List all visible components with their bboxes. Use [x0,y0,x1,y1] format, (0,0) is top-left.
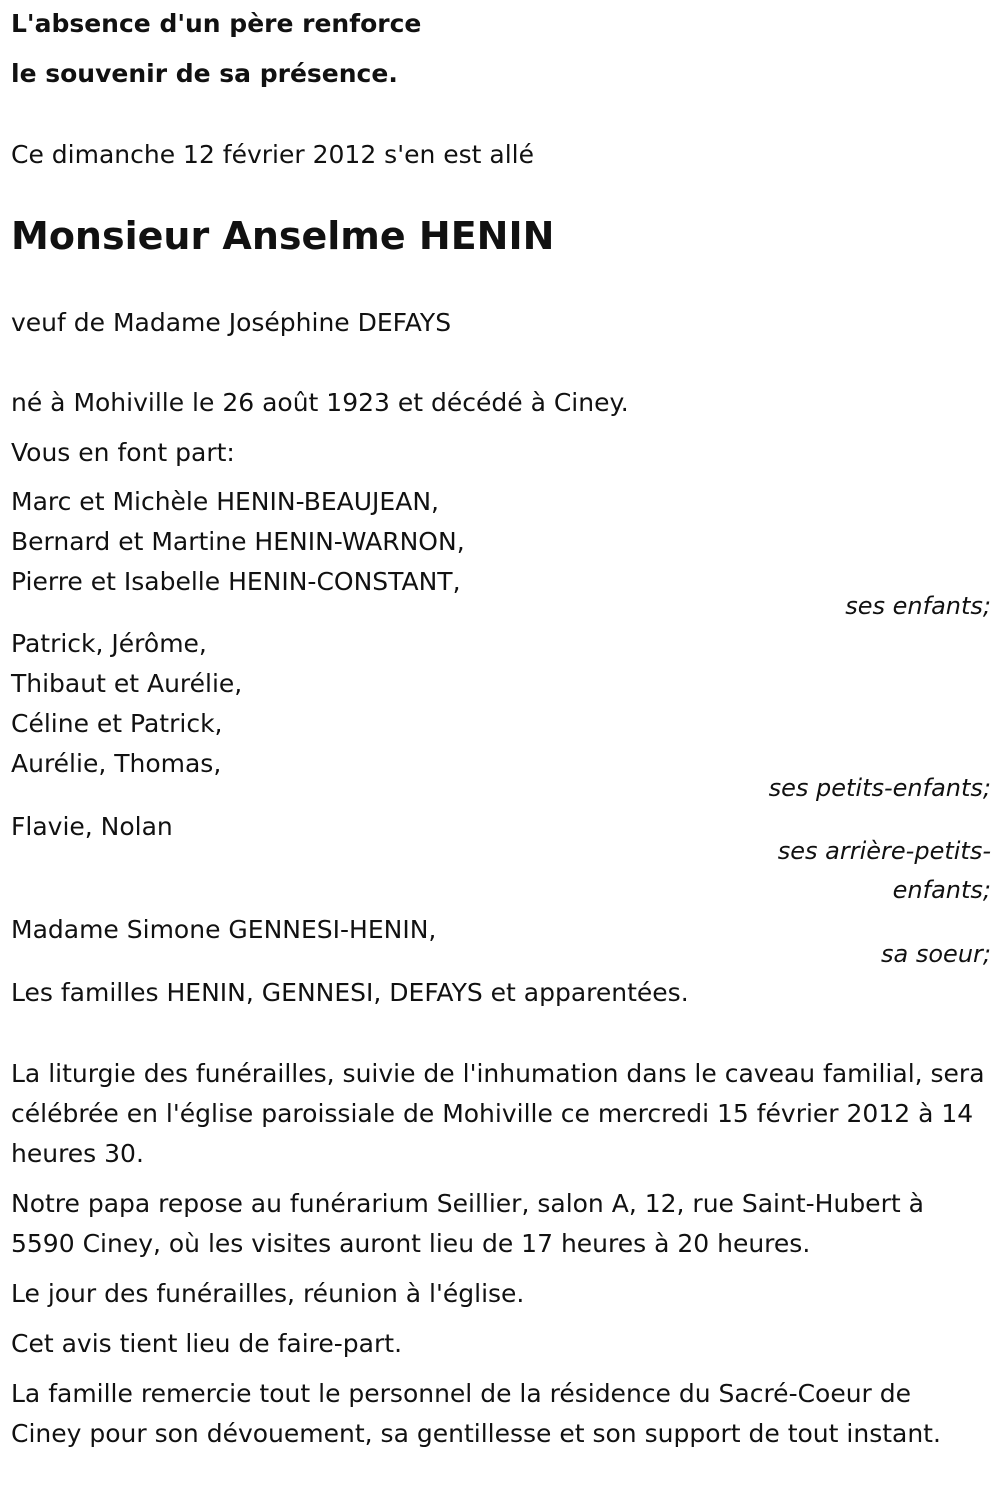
grandchild-entry: Aurélie, Thomas, [11,749,222,778]
sister-role: sa soeur; [881,940,991,968]
epigraph-line-2: le souvenir de sa présence. [11,59,398,88]
children-role: ses enfants; [845,592,991,620]
great-grandchild-entry: Flavie, Nolan [11,812,173,841]
thanks-paragraph: La famille remercie tout le personnel de la résidence du Sacré-Coeur de Ciney pour son dévouement, sa gentillesse et son support de tout instant. [11,1379,941,1448]
deceased-name: Monsieur Anselme HENIN [11,214,555,258]
repose-paragraph: Notre papa repose au funérarium Seillier, salon A, 12, rue Saint-Hubert à 5590 Ciney, où les visites auront lieu de 17 heures à 20 heures. [11,1189,924,1258]
epigraph-line-1: L'absence d'un père renforce [11,9,422,38]
grandchildren-role: ses petits-enfants; [768,774,991,802]
great-grandchildren-role-line-1: ses arrière-petits- [777,837,991,865]
spouse-text: veuf de Madame Joséphine DEFAYS [11,308,452,337]
liturgy-paragraph: La liturgie des funérailles, suivie de l'inhumation dans le caveau familial, sera célébrée en l'église paroissiale de Mohiville ce mercredi 15 février 2012 à 14 heures 30. [11,1059,985,1168]
grandchild-entry: Patrick, Jérôme, [11,629,207,658]
great-grandchildren-role-line-2: enfants; [892,876,991,904]
notice-paragraph: Cet avis tient lieu de faire-part. [11,1329,403,1358]
child-entry: Marc et Michèle HENIN-BEAUJEAN, [11,487,439,516]
families-text: Les familles HENIN, GENNESI, DEFAYS et apparentées. [11,978,689,1007]
sister-entry: Madame Simone GENNESI-HENIN, [11,915,437,944]
child-entry: Pierre et Isabelle HENIN-CONSTANT, [11,567,461,596]
intro-text: Ce dimanche 12 février 2012 s'en est allé [11,140,534,169]
announcers-intro: Vous en font part: [11,438,235,467]
child-entry: Bernard et Martine HENIN-WARNON, [11,527,465,556]
birth-death-text: né à Mohiville le 26 août 1923 et décédé à Ciney. [11,388,629,417]
grandchild-entry: Thibaut et Aurélie, [11,669,243,698]
grandchild-entry: Céline et Patrick, [11,709,223,738]
meeting-paragraph: Le jour des funérailles, réunion à l'église. [11,1279,525,1308]
